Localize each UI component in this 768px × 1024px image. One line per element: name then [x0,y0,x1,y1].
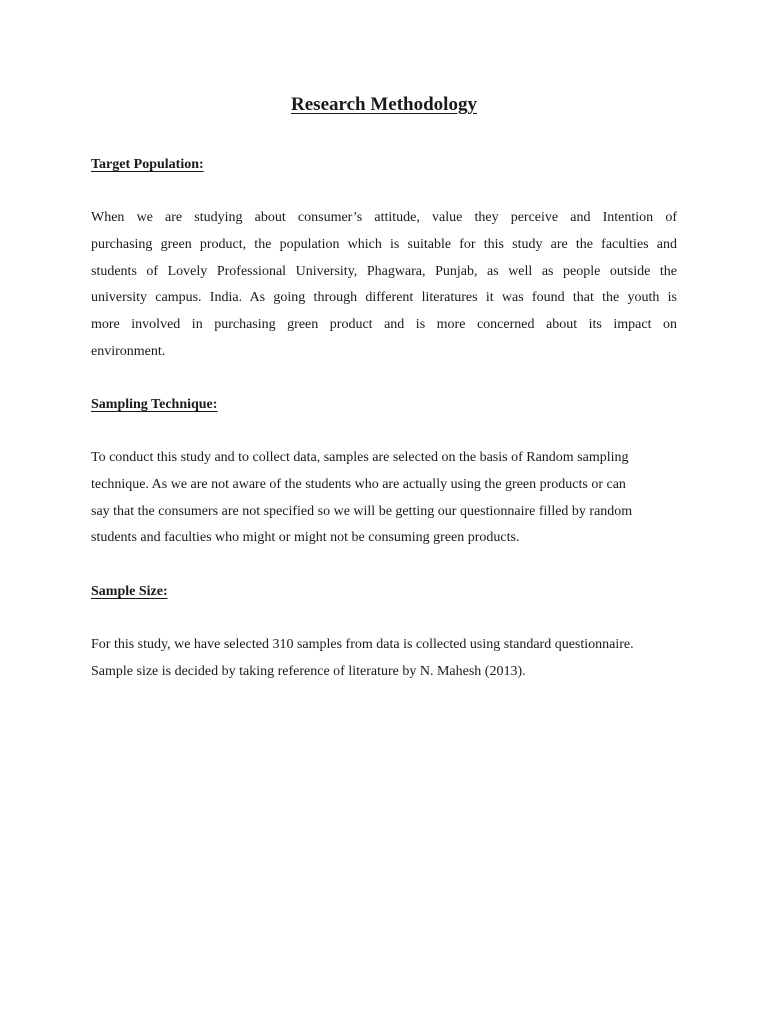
heading-sample-size: Sample Size: [91,584,168,599]
paragraph-line: environment. [91,343,166,359]
paragraph-line: university campus. India. As going through different literatures it was found that the youth is [91,290,677,306]
paragraph-target-population [91,205,677,366]
paragraph-line: students of Lovely Professional University, Phagwara, Punjab, as well as people outside the [91,263,677,279]
paragraph-line: To conduct this study and to collect data, samples are selected on the basis of Random sampling [91,450,629,465]
page-title: Research Methodology [291,94,477,115]
paragraph-line: students and faculties who might or might not be consuming green products. [91,530,520,546]
paragraph-line: say that the consumers are not specified so we will be getting our questionnaire filled by random [91,503,633,519]
heading-target-population: Target Population: [91,157,204,172]
paragraph-line: For this study, we have selected 310 samples from data is collected using standard questionnaire. [91,637,634,652]
paragraph-line: more involved in purchasing green product and is more concerned about its impact on [91,317,677,333]
paragraph-sample-size [91,632,677,686]
paragraph-line: purchasing green product, the population which is suitable for this study are the faculties and [91,236,677,252]
heading-sampling-technique: Sampling Technique: [91,397,218,412]
paragraph-sampling-technique [91,445,677,552]
paragraph-line: Sample size is decided by taking reference of literature by N. Mahesh (2013). [91,663,526,679]
paragraph-line: When we are studying about consumer’s attitude, value they perceive and Intention of [91,210,677,225]
paragraph-line: technique. As we are not aware of the students who are actually using the green products or can [91,476,626,492]
